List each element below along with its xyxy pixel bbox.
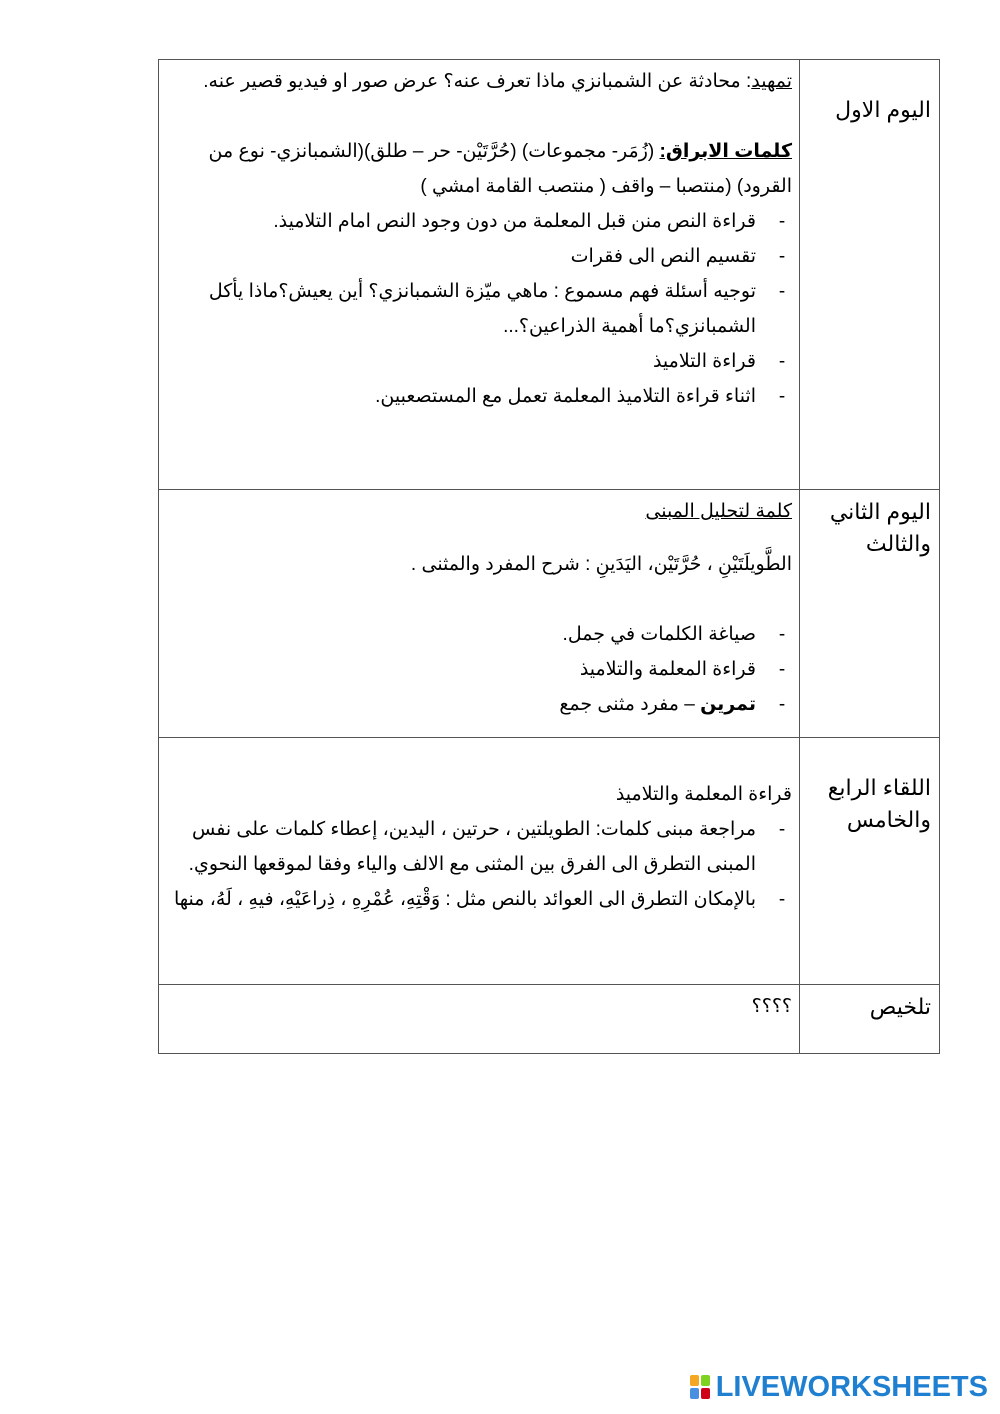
- list-item: - بالإمكان التطرق الى العوائد بالنص مثل : وَقْتِهِ، عُمْرِهِ ، ذِراعَيْهِ، فيهِ ، لَهُ، منها: [167, 882, 756, 917]
- list-item: - قراءة النص منن قبل المعلمة من دون وجود النص امام التلاميذ.: [167, 204, 756, 239]
- table-row: [159, 490, 940, 738]
- section-heading: كلمة لتحليل المبنى: [645, 501, 792, 522]
- table-row: [159, 985, 940, 1054]
- content-cell: [159, 738, 800, 985]
- exercise-label: تمرين: [700, 694, 756, 715]
- activity-list: [167, 812, 792, 917]
- list-item: - تقسيم النص الى فقرات: [167, 239, 756, 274]
- keywords-text: (زُمَر- مجموعات) (حُرَّتَيْن- حر – طلق)(الشمبانزي- نوع من القرود) (منتصبا – واقف ( منتصب القامة امشي ): [208, 141, 792, 197]
- day-cell: اليوم الاول: [800, 60, 940, 490]
- watermark-text: LIVEWORKSHEETS: [715, 1371, 988, 1403]
- list-item: - قراءة المعلمة والتلاميذ: [167, 652, 756, 687]
- day-cell: تلخيص: [800, 985, 940, 1054]
- exercise-text: – مفرد مثنى جمع: [559, 694, 701, 715]
- activity-list: [167, 204, 792, 414]
- intro-label: تمهيد: [751, 71, 792, 92]
- liveworksheets-watermark: [690, 1371, 988, 1404]
- keywords-paragraph: [167, 134, 792, 204]
- content-cell: [159, 490, 800, 738]
- content-cell: [159, 60, 800, 490]
- intro-paragraph: [167, 64, 792, 99]
- list-item: - صياغة الكلمات في جمل.: [167, 617, 756, 652]
- keywords-label: كلمات الابراق:: [659, 141, 792, 162]
- liveworksheets-logo-icon: [690, 1375, 712, 1401]
- day-cell: اللقاء الرابع والخامس: [800, 738, 940, 985]
- words-line: الطَّويلَتَيْنِ ، حُرَّتَيْن، اليَدَينِ : شرح المفرد والمثنى .: [410, 554, 792, 575]
- list-item: [167, 687, 756, 722]
- list-item: - توجيه أسئلة فهم مسموع : ماهي ميّزة الشمبانزي؟ أين يعيش؟ماذا يأكل الشمبانزي؟ما أهمية الذراعين؟...: [167, 274, 756, 344]
- content-cell: ؟؟؟؟: [159, 985, 800, 1054]
- activity-list: [167, 617, 792, 722]
- lesson-plan-table: [158, 59, 940, 1054]
- list-item: - قراءة التلاميذ: [167, 344, 756, 379]
- table-row: [159, 60, 940, 490]
- table-row: [159, 738, 940, 985]
- day-cell: اليوم الثاني والثالث: [800, 490, 940, 738]
- section-heading: قراءة المعلمة والتلاميذ: [615, 784, 792, 805]
- list-item: - اثناء قراءة التلاميذ المعلمة تعمل مع المستصعبين.: [167, 379, 756, 414]
- intro-text: : محادثة عن الشمبانزي ماذا تعرف عنه؟ عرض صور او فيديو قصير عنه.: [203, 71, 752, 92]
- list-item: - مراجعة مبنى كلمات: الطويلتين ، حرتين ، اليدين، إعطاء كلمات على نفس المبنى التطرق الى الفرق بين المثنى مع الالف والياء وفقا لموقعها النحوي.: [167, 812, 756, 882]
